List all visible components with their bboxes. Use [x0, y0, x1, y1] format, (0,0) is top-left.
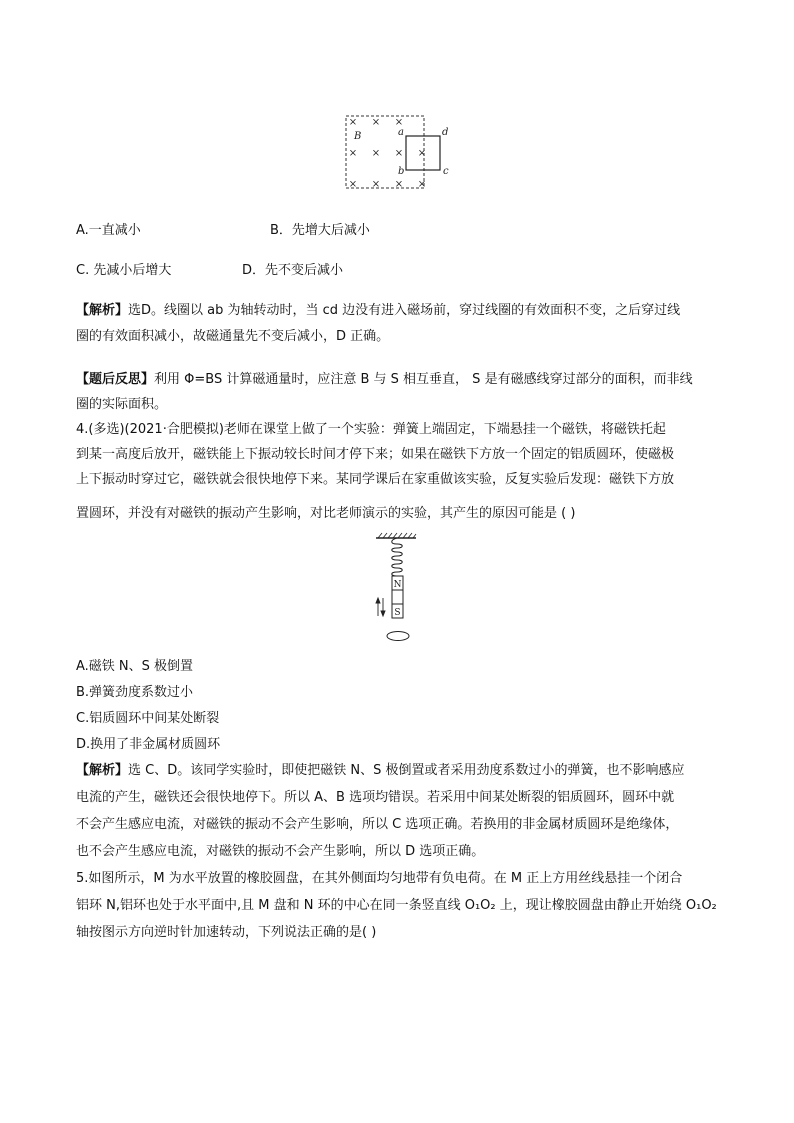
magnet-body	[392, 590, 403, 604]
magnetic-field-figure	[340, 112, 460, 192]
magnet-s-label: S	[394, 608, 401, 618]
field-cross: ×	[348, 179, 358, 190]
q4-option-c: C.铝质圆环中间某处断裂	[76, 711, 220, 726]
q4-stem-line-2: 到某一高度后放开，磁铁能上下振动较长时间才停下来；如果在磁铁下方放一个固定的铝质圆环，使磁极	[76, 447, 675, 462]
reflection-text: 利用 Φ=BS 计算磁通量时，应注意 B 与 S 相互垂直， S 是有磁感线穿过部分的面积，而非线	[154, 372, 693, 387]
field-cross: ×	[371, 148, 381, 159]
field-cross: ×	[371, 117, 381, 128]
analysis-tag: 【解析】	[76, 763, 129, 778]
q3-option-a: A.一直减小	[76, 223, 141, 238]
aluminum-ring	[387, 632, 409, 641]
q3-analysis-line-2: 圈的有效面积减小，故磁通量先不变后减小，D 正确。	[76, 329, 390, 344]
q4-option-d: D.换用了非金属材质圆环	[76, 737, 221, 752]
field-cross: ×	[348, 148, 358, 159]
spring-coil	[392, 538, 403, 576]
q4-option-b: B.弹簧劲度系数过小	[76, 685, 194, 700]
q4-analysis-line-4: 也不会产生感应电流，对磁铁的振动不会产生影响，所以 D 选项正确。	[76, 844, 485, 859]
oscillation-arrows-icon	[376, 598, 385, 616]
analysis-text: 选D。线圈以 ab 为轴转动时，当 cd 边没有进入磁场前，穿过线圈的有效面积不变，之后穿过线	[128, 303, 681, 318]
q4-analysis-line-1	[76, 762, 684, 780]
q3-option-c: C. 先减小后增大	[76, 263, 172, 278]
analysis-tag: 【解析】	[76, 303, 129, 318]
field-cross: ×	[417, 148, 427, 159]
q3-option-b: B．先增大后减小	[270, 223, 370, 238]
reflection-tag: 【题后反思】	[76, 372, 155, 387]
label-a: a	[398, 127, 404, 138]
q4-stem-line-3: 上下振动时穿过它，磁铁就会很快地停下来。某同学课后在家重做该实验，反复实验后发现：磁铁下方放	[76, 472, 675, 487]
q4-option-a: A.磁铁 N、S 极倒置	[76, 659, 194, 674]
field-region-border	[346, 116, 427, 190]
analysis-text: 选 C、D。该同学实验时，即使把磁铁 N、S 极倒置或者采用劲度系数过小的弹簧，也不影响感应	[128, 763, 685, 778]
label-c: c	[443, 166, 449, 177]
q5-stem-line-1: 5.如图所示，M 为水平放置的橡胶圆盘，在其外侧面均匀地带有负电荷。在 M 正上方用丝线悬挂一个闭合	[76, 871, 683, 886]
q4-stem-line-4: 置圆环，并没有对磁铁的振动产生影响，对比老师演示的实验，其产生的原因可能是 ( )	[76, 506, 576, 521]
field-cross: ×	[348, 117, 358, 128]
spring-magnet-figure	[366, 532, 426, 644]
q3-reflection-line-2: 圈的实际面积。	[76, 397, 168, 412]
field-cross: ×	[394, 148, 404, 159]
q4-analysis-line-2: 电流的产生，磁铁还会很快地停下。所以 A、B 选项均错误。若采用中间某处断裂的铝质圆环，圆环中就	[76, 790, 675, 805]
q3-analysis-line-1	[76, 302, 680, 320]
q3-reflection-line-1	[76, 371, 693, 389]
label-d: d	[442, 127, 449, 138]
q4-analysis-line-3: 不会产生感应电流，对磁铁的振动不会产生影响，所以 C 选项正确。若换用的非金属材质圆环是绝缘体，	[76, 817, 679, 832]
field-cross: ×	[394, 179, 404, 190]
q3-option-d: D．先不变后减小	[242, 263, 344, 278]
q5-stem-line-2: 铝环 N,铝环也处于水平面中,且 M 盘和 N 环的中心在同一条竖直线 O₁O₂ 上，现让橡胶圆盘由静止开始绕 O₁O₂	[76, 898, 717, 913]
field-cross: ×	[417, 179, 427, 190]
field-cross: ×	[371, 179, 381, 190]
magnet-n-label: N	[393, 580, 402, 590]
label-B: B	[354, 131, 362, 142]
q4-stem-line-1: 4.(多选)(2021·合肥模拟)老师在课堂上做了一个实验：弹簧上端固定，下端悬挂一个磁铁，将磁铁托起	[76, 422, 666, 437]
field-cross: ×	[394, 117, 404, 128]
q5-stem-line-3: 轴按图示方向逆时针加速转动，下列说法正确的是( )	[76, 925, 377, 940]
label-b: b	[398, 166, 405, 177]
